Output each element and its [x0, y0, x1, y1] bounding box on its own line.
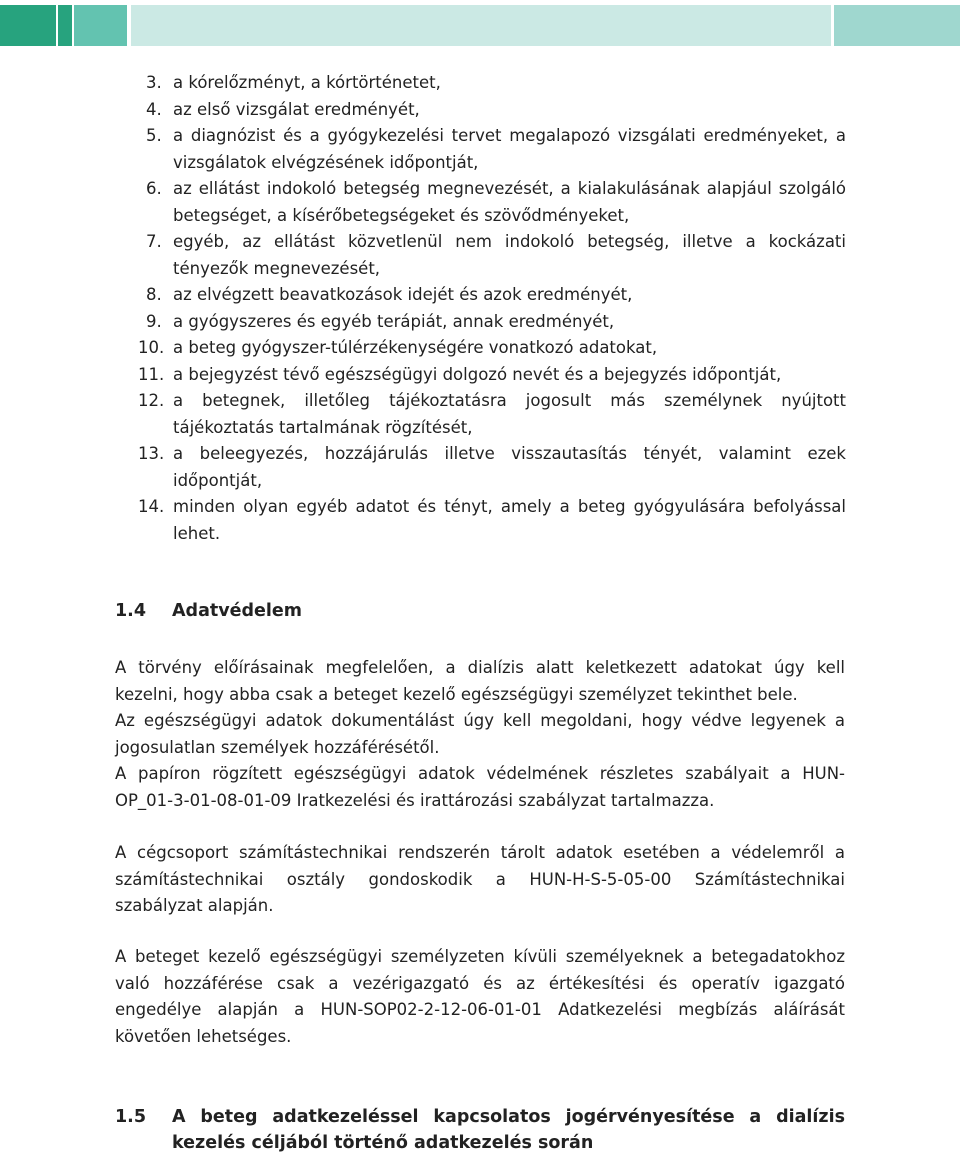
list-item: [138, 282, 846, 309]
list-item-text: a bejegyzést tévő egészségügyi dolgozó nevét és a bejegyzés időpontját,: [173, 364, 782, 384]
list-item: [138, 229, 846, 282]
section-heading-1-5: [115, 1104, 845, 1156]
list-item: [138, 97, 846, 124]
list-item-text: egyéb, az ellátást közvetlenül nem indokoló betegség, illetve a kockázati tényezők megnevezését,: [173, 232, 846, 278]
list-item-number: 5.: [146, 126, 162, 145]
numbered-list: [138, 70, 846, 547]
paragraph-sentence: A papíron rögzített egészségügyi adatok védelmének részletes szabályait a HUN-OP_01-3-01-08-01-09 Iratkezelési és irattározási szabályzat tartalmazza.: [115, 764, 845, 810]
list-item-number: 9.: [146, 311, 162, 331]
list-item-number: 11.: [138, 364, 165, 384]
list-item-number: 7.: [146, 232, 162, 251]
list-item: [138, 388, 846, 441]
header-bar-segment: [74, 5, 127, 46]
section-number: 1.5: [115, 1107, 147, 1127]
header-bar-segment: [834, 5, 960, 46]
list-item: [138, 494, 846, 547]
list-item-number: 13.: [138, 444, 165, 463]
list-item: [138, 123, 846, 176]
list-item-number: 3.: [146, 73, 162, 92]
section-title: A beteg adatkezeléssel kapcsolatos jogérvényesítése a dialízis kezelés céljából történő adatkezelés során: [172, 1107, 845, 1153]
list-item: [138, 335, 846, 362]
list-item-text: a kórelőzményt, a kórtörténetet,: [173, 73, 441, 92]
list-item-number: 6.: [146, 179, 162, 198]
paragraph-it-systems: A cégcsoport számítástechnikai rendszerén tárolt adatok esetében a védelemről a számítástechnikai osztály gondoskodik a HUN-H-S-5-05-00 Számítástechnikai szabályzat alapján.: [115, 843, 845, 915]
list-item-number: 12.: [138, 391, 165, 410]
section-heading-1-4: [115, 598, 845, 624]
paragraph-data-protection: [115, 655, 845, 814]
paragraph-access-rules: A beteget kezelő egészségügyi személyzeten kívüli személyeknek a betegadatokhoz való hozzáférése csak a vezérigazgató és az értékesítési és operatív igazgató engedélye alapján a HUN-SOP02-2-12-06-01-01 Adatkezelési megbízás aláírását követően lehetséges.: [115, 947, 845, 1046]
list-item: [138, 70, 846, 97]
list-item-text: a diagnózist és a gyógykezelési tervet megalapozó vizsgálati eredményeket, a vizsgálatok elvégzésének időpontját,: [173, 126, 846, 172]
list-item: [138, 176, 846, 229]
paragraph-sentence: A törvény előírásainak megfelelően, a dialízis alatt keletkezett adatokat úgy kell kezelni, hogy abba csak a beteget kezelő egészségügyi személyzet tekinthet bele.: [115, 658, 845, 704]
list-item-text: a betegnek, illetőleg tájékoztatásra jogosult más személynek nyújtott tájékoztatás tartalmának rögzítését,: [173, 391, 846, 437]
list-item-number: 8.: [146, 285, 162, 304]
section-title: Adatvédelem: [172, 601, 303, 621]
header-bar-segment: [0, 5, 56, 46]
list-item-text: minden olyan egyéb adatot és tényt, amely a beteg gyógyulására befolyással lehet.: [173, 497, 846, 543]
list-item-text: az ellátást indokoló betegség megnevezését, a kialakulásának alapjául szolgáló betegséget, a kísérőbetegségeket és szövődményeket,: [173, 179, 846, 225]
header-color-bar: [0, 5, 960, 46]
list-item-text: az első vizsgálat eredményét,: [173, 99, 420, 119]
list-item: [138, 441, 846, 494]
list-item: [138, 362, 846, 389]
list-item-text: a gyógyszeres és egyéb terápiát, annak eredményét,: [173, 311, 615, 331]
list-item-text: a beteg gyógyszer-túlérzékenységére vonatkozó adatokat,: [173, 338, 658, 357]
header-bar-segment: [131, 5, 831, 46]
list-item-text: a beleegyezés, hozzájárulás illetve visszautasítás tényét, valamint ezek időpontját,: [173, 444, 846, 490]
list-item-number: 14.: [138, 497, 165, 516]
list-item-text: az elvégzett beavatkozások idejét és azok eredményét,: [173, 285, 633, 304]
header-bar-segment: [58, 5, 72, 46]
list-item: [138, 309, 846, 336]
list-item-number: 4.: [146, 99, 162, 119]
list-item-number: 10.: [138, 338, 165, 357]
section-number: 1.4: [115, 601, 147, 621]
paragraph-sentence: Az egészségügyi adatok dokumentálást úgy kell megoldani, hogy védve legyenek a jogosulatlan személyek hozzáférésétől.: [115, 711, 845, 757]
